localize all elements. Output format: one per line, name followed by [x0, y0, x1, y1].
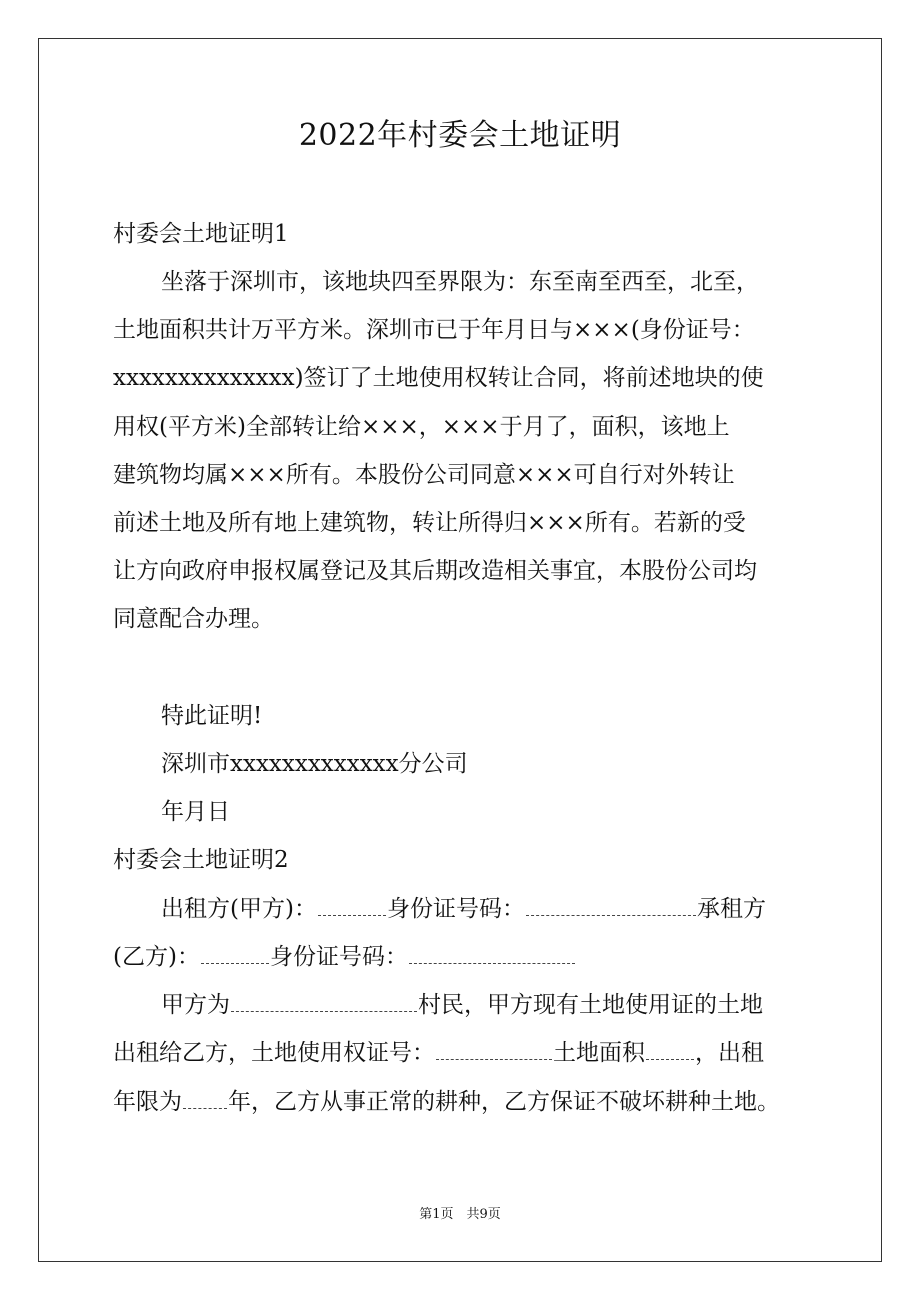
term-text: 年，乙方从事正常的耕种，乙方保证不破坏耕种土地。 — [228, 1089, 780, 1115]
lessor-label: 出租方(甲方)： — [161, 896, 317, 922]
closing-statement: 特此证明! — [161, 703, 263, 729]
signature-date: 年月日 — [161, 799, 230, 825]
id-number-label: 身份证号码： — [269, 944, 408, 970]
section1-para-line: 坐落于深圳市，该地块四至界限为：东至南至西至，北至， — [161, 269, 759, 295]
page-footer: 第1页 共9页 — [419, 1207, 501, 1222]
section2-heading: 村委会土地证明2 — [113, 847, 289, 873]
document-title: 2022年村委会土地证明 — [298, 118, 622, 153]
blank-field — [318, 901, 386, 916]
section1-para-line: 同意配合办理。 — [113, 606, 274, 632]
section2-line — [113, 1029, 764, 1077]
section2-line — [161, 885, 766, 933]
section1-para-line: 建筑物均属×××所有。本股份公司同意×××可自行对外转让 — [113, 462, 735, 488]
section2-line — [113, 1078, 780, 1126]
blank-field — [646, 1045, 694, 1060]
term-label: 年限为 — [113, 1089, 182, 1115]
section2-line — [113, 933, 576, 981]
party-a-is-label: 甲方为 — [161, 992, 230, 1018]
section1-para-line: xxxxxxxxxxxxxx)签订了土地使用权转让合同，将前述地块的使 — [113, 365, 764, 391]
lease-to-text: 出租给乙方，土地使用权证号： — [113, 1040, 435, 1066]
section1-para-line: 用权(平方米)全部转让给×××，×××于月了，面积，该地上 — [113, 414, 730, 440]
blank-field — [201, 949, 269, 964]
villager-text: 村民，甲方现有土地使用证的土地 — [418, 992, 763, 1018]
section1-heading: 村委会土地证明1 — [113, 221, 289, 247]
lease-text: ，出租 — [695, 1040, 764, 1066]
id-number-label: 身份证号码： — [386, 896, 525, 922]
lessee-label: 承租方 — [696, 896, 766, 922]
blank-field — [436, 1045, 552, 1060]
section2-line — [161, 981, 763, 1029]
blank-field — [183, 1094, 227, 1109]
signer-name: 深圳市xxxxxxxxxxxxx分公司 — [161, 751, 468, 777]
land-area-label: 土地面积 — [553, 1040, 645, 1066]
section1-para-line: 让方向政府申报权属登记及其后期改造相关事宜，本股份公司均 — [113, 558, 757, 584]
party-b-label: (乙方)： — [113, 944, 200, 970]
section1-para-line: 土地面积共计万平方米。深圳市已于年月日与×××(身份证号： — [113, 317, 755, 343]
blank-field — [409, 949, 575, 964]
section1-para-line: 前述土地及所有地上建筑物，转让所得归×××所有。若新的受 — [113, 510, 746, 536]
blank-field — [526, 901, 696, 916]
blank-field — [231, 997, 417, 1012]
